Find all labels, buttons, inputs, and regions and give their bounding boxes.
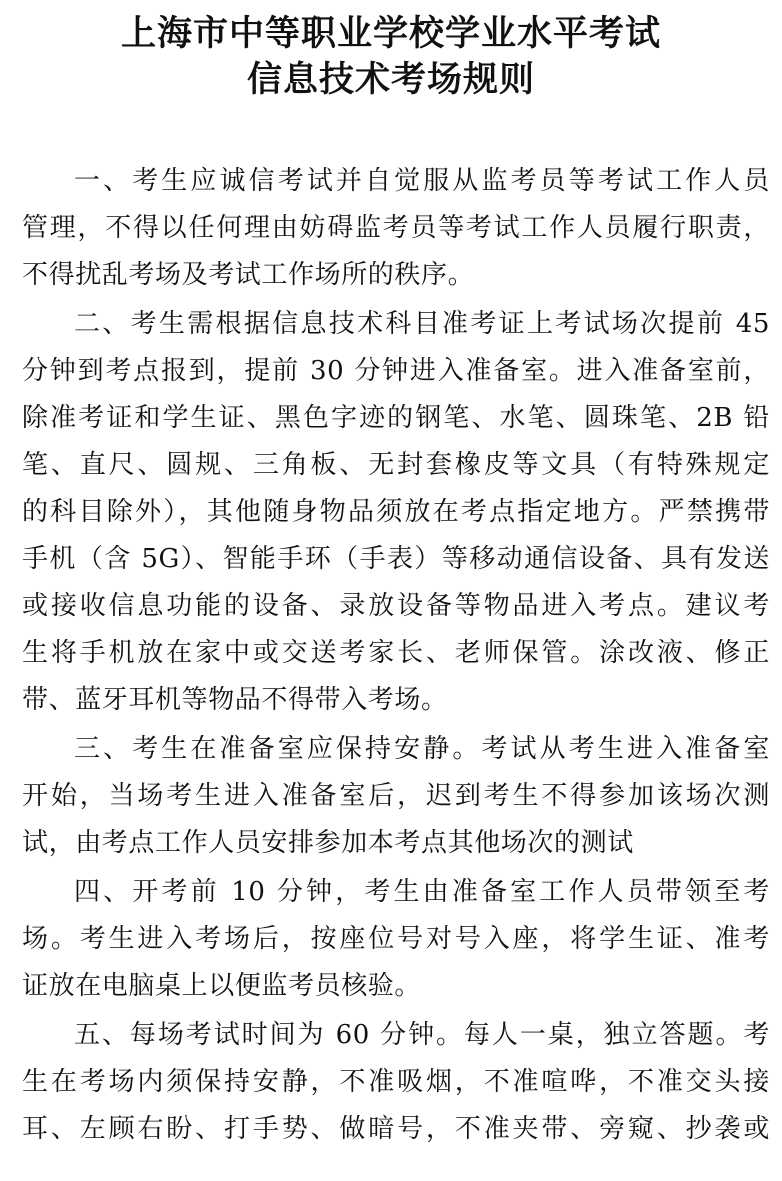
paragraph-line: 场。考生进入考场后，按座位号对号入座，将学生证、准考 [22,924,770,954]
rule-paragraph-3 [22,726,770,867]
paragraph-line: 一、考生应诚信考试并自觉服从监考员等考试工作人员 [74,166,770,196]
rules-body [22,158,770,1153]
rule-paragraph-2 [22,301,770,724]
paragraph-line: 带、蓝牙耳机等物品不得带入考场。 [22,685,448,715]
paragraph-line: 开始，当场考生进入准备室后，迟到考生不得参加该场次测 [22,781,770,811]
title-line-1: 上海市中等职业学校学业水平考试 [120,13,661,54]
paragraph-line: 生在考场内须保持安静，不准吸烟，不准喧哗，不准交头接 [22,1067,770,1097]
paragraph-line: 证放在电脑桌上以便监考员核验。 [22,971,422,1001]
paragraph-line: 笔、直尺、圆规、三角板、无封套橡皮等文具（有特殊规定 [22,450,770,480]
paragraph-line: 或接收信息功能的设备、录放设备等物品进入考点。建议考 [22,591,770,621]
page-title [0,0,782,103]
rule-paragraph-4 [22,869,770,1010]
title-line-2: 信息技术考场规则 [246,59,535,100]
rule-paragraph-1 [22,158,770,299]
paragraph-line: 四、开考前 10 分钟，考生由准备室工作人员带领至考 [74,877,770,907]
paragraph-line: 生将手机放在家中或交送考家长、老师保管。涂改液、修正 [22,638,770,668]
paragraph-line: 耳、左顾右盼、打手势、做暗号，不准夹带、旁窥、抄袭或 [22,1114,770,1144]
paragraph-line: 二、考生需根据信息技术科目准考证上考试场次提前 45 [74,309,770,339]
paragraph-line: 分钟到考点报到，提前 30 分钟进入准备室。进入准备室前， [22,356,770,386]
paragraph-line: 试，由考点工作人员安排参加本考点其他场次的测试 [22,828,634,858]
paragraph-line: 三、考生在准备室应保持安静。考试从考生进入准备室 [74,734,770,764]
paragraph-line: 的科目除外），其他随身物品须放在考点指定地方。严禁携带 [22,497,770,527]
paragraph-line: 五、每场考试时间为 60 分钟。每人一桌，独立答题。考 [74,1020,770,1050]
rule-paragraph-5 [22,1012,770,1153]
paragraph-line: 不得扰乱考场及考试工作场所的秩序。 [22,260,475,290]
paragraph-line: 手机（含 5G）、智能手环（手表）等移动通信设备、具有发送 [22,544,770,574]
paragraph-line: 除准考证和学生证、黑色字迹的钢笔、水笔、圆珠笔、2B 铅 [22,403,770,433]
paragraph-line: 管理，不得以任何理由妨碍监考员等考试工作人员履行职责， [22,213,770,243]
